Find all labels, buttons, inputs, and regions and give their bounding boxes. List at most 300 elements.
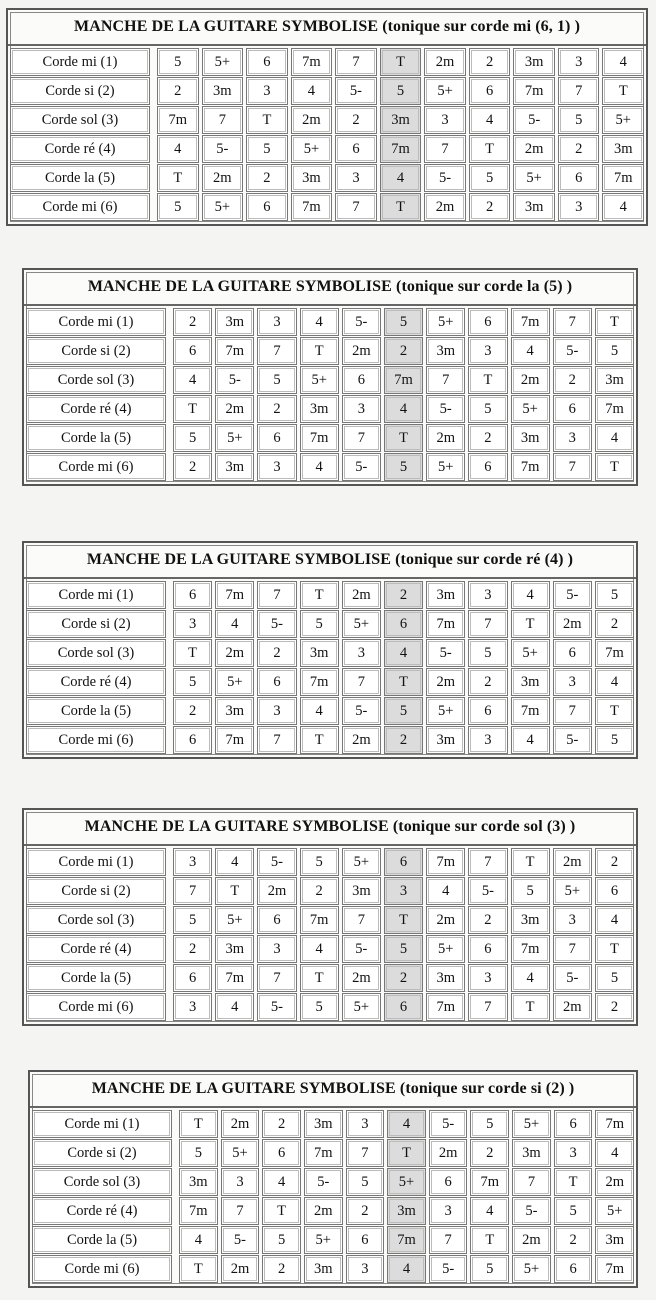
interval-cell: 5- bbox=[342, 453, 381, 481]
interval-cell: 5+ bbox=[215, 424, 254, 452]
interval-cell: 5- bbox=[553, 726, 592, 754]
string-label: Corde sol (3) bbox=[32, 1168, 172, 1196]
string-label: Corde mi (6) bbox=[32, 1255, 172, 1283]
interval-cell: 7 bbox=[553, 453, 592, 481]
interval-cell: 5- bbox=[342, 308, 381, 336]
interval-cell: 6 bbox=[554, 1110, 593, 1138]
interval-cell: 3 bbox=[554, 1139, 593, 1167]
interval-cell: 7m bbox=[511, 308, 550, 336]
interval-cell: 2 bbox=[595, 610, 634, 638]
interval-cell: 4 bbox=[511, 581, 550, 609]
string-label: Corde mi (1) bbox=[26, 581, 166, 609]
interval-cell: 6 bbox=[173, 726, 212, 754]
interval-cell: 6 bbox=[262, 1139, 301, 1167]
interval-cell: 5- bbox=[221, 1226, 260, 1254]
string-label: Corde sol (3) bbox=[26, 366, 166, 394]
interval-cell: 5+ bbox=[342, 848, 381, 876]
interval-cell: 3m bbox=[595, 366, 634, 394]
interval-cell: 2 bbox=[384, 964, 423, 992]
string-label: Corde mi (1) bbox=[26, 308, 166, 336]
interval-cell: 2m bbox=[215, 639, 254, 667]
interval-cell: 3m bbox=[215, 935, 254, 963]
string-row bbox=[26, 697, 634, 725]
interval-cell: 2 bbox=[470, 1139, 509, 1167]
interval-cell: 7 bbox=[342, 424, 381, 452]
chart-title bbox=[8, 10, 646, 46]
interval-cell: 3 bbox=[221, 1168, 260, 1196]
interval-cell: 5 bbox=[554, 1197, 593, 1225]
interval-cell: 4 bbox=[380, 164, 422, 192]
string-row bbox=[10, 164, 644, 192]
interval-cell: 2 bbox=[257, 639, 296, 667]
interval-cell: 6 bbox=[429, 1168, 468, 1196]
interval-cell: 4 bbox=[300, 308, 339, 336]
interval-cell: 5 bbox=[595, 581, 634, 609]
interval-cell: 5+ bbox=[304, 1226, 343, 1254]
interval-cell: 7 bbox=[553, 308, 592, 336]
interval-cell: 5+ bbox=[291, 135, 333, 163]
interval-cell: 6 bbox=[384, 848, 423, 876]
interval-cell: 5 bbox=[157, 193, 199, 221]
string-row bbox=[26, 993, 634, 1021]
interval-cell: 7 bbox=[426, 366, 465, 394]
string-label: Corde la (5) bbox=[26, 697, 166, 725]
interval-cell: 4 bbox=[602, 193, 644, 221]
string-row bbox=[26, 395, 634, 423]
interval-cell: 7m bbox=[300, 424, 339, 452]
interval-cell: 6 bbox=[246, 193, 288, 221]
interval-cell: 4 bbox=[300, 697, 339, 725]
interval-cell: 7 bbox=[335, 48, 377, 76]
interval-cell: 5 bbox=[173, 906, 212, 934]
interval-cell: 2 bbox=[173, 697, 212, 725]
string-label: Corde ré (4) bbox=[26, 668, 166, 696]
chart-title-main: MANCHE DE LA GUITARE SYMBOLISE bbox=[74, 18, 379, 35]
interval-cell: T bbox=[511, 993, 550, 1021]
string-row bbox=[26, 848, 634, 876]
interval-cell: 3m bbox=[179, 1168, 218, 1196]
interval-cell: 2m bbox=[202, 164, 244, 192]
interval-cell: 3 bbox=[468, 726, 507, 754]
chart-title-sub: (tonique sur corde mi (6, 1) ) bbox=[382, 18, 580, 35]
interval-cell: 5 bbox=[157, 48, 199, 76]
interval-cell: 4 bbox=[384, 395, 423, 423]
interval-cell: 2m bbox=[215, 395, 254, 423]
interval-cell: 3m bbox=[215, 308, 254, 336]
interval-cell: 3 bbox=[246, 77, 288, 105]
interval-cell: 7m bbox=[511, 935, 550, 963]
interval-cell: 2 bbox=[469, 48, 511, 76]
interval-cell: 7m bbox=[157, 106, 199, 134]
interval-cell: 7m bbox=[380, 135, 422, 163]
interval-cell: 3m bbox=[300, 395, 339, 423]
interval-cell: 3 bbox=[429, 1197, 468, 1225]
interval-cell: T bbox=[262, 1197, 301, 1225]
interval-cell: 3m bbox=[426, 337, 465, 365]
interval-cell: 5 bbox=[468, 395, 507, 423]
interval-cell: 3m bbox=[202, 77, 244, 105]
interval-cell: T bbox=[215, 877, 254, 905]
interval-cell: 7m bbox=[426, 610, 465, 638]
interval-cell: 3 bbox=[346, 1255, 385, 1283]
interval-cell: 6 bbox=[257, 906, 296, 934]
interval-cell: 5 bbox=[384, 453, 423, 481]
interval-cell: 3 bbox=[257, 453, 296, 481]
interval-cell: 7 bbox=[468, 610, 507, 638]
interval-cell: 2m bbox=[426, 668, 465, 696]
chart-title-main: MANCHE DE LA GUITARE SYMBOLISE bbox=[91, 1080, 396, 1097]
interval-cell: 5 bbox=[300, 848, 339, 876]
interval-cell: 4 bbox=[300, 935, 339, 963]
interval-cell: 2 bbox=[157, 77, 199, 105]
interval-cell: 5+ bbox=[511, 639, 550, 667]
interval-cell: 2 bbox=[246, 164, 288, 192]
chart-title-main: MANCHE DE LA GUITARE SYMBOLISE bbox=[84, 818, 389, 835]
interval-cell: 7m bbox=[291, 48, 333, 76]
string-label: Corde mi (6) bbox=[26, 993, 166, 1021]
interval-cell: 6 bbox=[554, 1255, 593, 1283]
interval-cell: 4 bbox=[511, 337, 550, 365]
interval-cell: 3 bbox=[342, 395, 381, 423]
interval-cell: 5+ bbox=[202, 193, 244, 221]
chart-title-main: MANCHE DE LA GUITARE SYMBOLISE bbox=[86, 551, 392, 568]
interval-cell: 7 bbox=[257, 581, 296, 609]
interval-cell: 7m bbox=[511, 697, 550, 725]
interval-cell: 7m bbox=[595, 1255, 634, 1283]
interval-cell: 3 bbox=[468, 964, 507, 992]
interval-cell: 5 bbox=[257, 366, 296, 394]
interval-cell: 5+ bbox=[424, 77, 466, 105]
interval-cell: T bbox=[384, 906, 423, 934]
interval-cell: 7m bbox=[387, 1226, 426, 1254]
string-row bbox=[26, 610, 634, 638]
interval-cell: 6 bbox=[257, 424, 296, 452]
interval-cell: 4 bbox=[426, 877, 465, 905]
string-label: Corde mi (1) bbox=[10, 48, 150, 76]
interval-cell: 5+ bbox=[342, 993, 381, 1021]
chart-title bbox=[24, 810, 636, 846]
interval-cell: 5+ bbox=[513, 164, 555, 192]
interval-cell: 3 bbox=[173, 993, 212, 1021]
interval-cell: 3 bbox=[553, 668, 592, 696]
interval-cell: 5+ bbox=[221, 1139, 260, 1167]
interval-cell: 7 bbox=[257, 964, 296, 992]
interval-cell: T bbox=[300, 581, 339, 609]
chart-title bbox=[24, 270, 636, 306]
interval-cell: 7 bbox=[558, 77, 600, 105]
string-label: Corde sol (3) bbox=[26, 639, 166, 667]
interval-cell: 2 bbox=[384, 337, 423, 365]
interval-cell: 6 bbox=[173, 337, 212, 365]
interval-cell: 2 bbox=[595, 848, 634, 876]
interval-cell: 2m bbox=[553, 610, 592, 638]
interval-cell: 3m bbox=[215, 453, 254, 481]
interval-cell: T bbox=[470, 1226, 509, 1254]
interval-cell: 5+ bbox=[426, 308, 465, 336]
interval-cell: 7 bbox=[512, 1168, 551, 1196]
interval-cell: 5+ bbox=[511, 395, 550, 423]
interval-cell: 2m bbox=[426, 906, 465, 934]
interval-cell: 5+ bbox=[426, 697, 465, 725]
chart-grid bbox=[24, 579, 636, 757]
interval-cell: 3 bbox=[257, 308, 296, 336]
interval-cell: T bbox=[602, 77, 644, 105]
interval-cell: 5- bbox=[429, 1255, 468, 1283]
interval-cell: 2 bbox=[257, 395, 296, 423]
interval-cell: T bbox=[595, 308, 634, 336]
interval-cell: 3m bbox=[215, 697, 254, 725]
string-label: Corde la (5) bbox=[26, 964, 166, 992]
string-label: Corde si (2) bbox=[26, 610, 166, 638]
interval-cell: 3 bbox=[553, 424, 592, 452]
interval-cell: 6 bbox=[384, 993, 423, 1021]
interval-cell: 5+ bbox=[602, 106, 644, 134]
interval-cell: 5 bbox=[179, 1139, 218, 1167]
interval-cell: 5- bbox=[426, 639, 465, 667]
interval-cell: 2 bbox=[173, 453, 212, 481]
interval-cell: 5 bbox=[511, 877, 550, 905]
chart-title-sub: (tonique sur corde ré (4) ) bbox=[395, 551, 574, 568]
interval-cell: 5 bbox=[384, 935, 423, 963]
interval-cell: 3 bbox=[384, 877, 423, 905]
interval-cell: 4 bbox=[469, 106, 511, 134]
interval-cell: 7m bbox=[300, 668, 339, 696]
string-row bbox=[32, 1226, 634, 1254]
interval-cell: 2 bbox=[468, 424, 507, 452]
interval-cell: 7 bbox=[335, 193, 377, 221]
interval-cell: 7 bbox=[257, 726, 296, 754]
interval-cell: 5 bbox=[173, 424, 212, 452]
interval-cell: 7 bbox=[424, 135, 466, 163]
string-label: Corde la (5) bbox=[10, 164, 150, 192]
string-row bbox=[10, 135, 644, 163]
interval-cell: 7 bbox=[468, 848, 507, 876]
interval-cell: 5+ bbox=[215, 906, 254, 934]
interval-cell: 2m bbox=[342, 581, 381, 609]
interval-cell: 7m bbox=[304, 1139, 343, 1167]
string-label: Corde la (5) bbox=[32, 1226, 172, 1254]
interval-cell: 5- bbox=[553, 964, 592, 992]
chart-title-sub: (tonique sur corde sol (3) ) bbox=[392, 818, 576, 835]
interval-cell: 2m bbox=[257, 877, 296, 905]
interval-cell: T bbox=[300, 726, 339, 754]
chart-grid bbox=[8, 46, 646, 224]
interval-cell: 5 bbox=[470, 1255, 509, 1283]
chart-grid bbox=[24, 306, 636, 484]
interval-cell: T bbox=[300, 964, 339, 992]
string-row bbox=[26, 906, 634, 934]
string-row bbox=[26, 366, 634, 394]
interval-cell: 5- bbox=[468, 877, 507, 905]
interval-cell: 5+ bbox=[595, 1197, 634, 1225]
chart-title bbox=[24, 543, 636, 579]
interval-cell: T bbox=[300, 337, 339, 365]
interval-cell: 5 bbox=[468, 639, 507, 667]
interval-cell: 4 bbox=[470, 1197, 509, 1225]
interval-cell: 6 bbox=[553, 639, 592, 667]
interval-cell: 3 bbox=[553, 906, 592, 934]
interval-cell: 5 bbox=[469, 164, 511, 192]
interval-cell: 5 bbox=[246, 135, 288, 163]
string-label: Corde ré (4) bbox=[10, 135, 150, 163]
interval-cell: 3 bbox=[257, 935, 296, 963]
interval-cell: 2 bbox=[595, 993, 634, 1021]
interval-cell: 4 bbox=[300, 453, 339, 481]
interval-cell: 5+ bbox=[342, 610, 381, 638]
interval-cell: 7m bbox=[426, 993, 465, 1021]
interval-cell: 5 bbox=[470, 1110, 509, 1138]
interval-cell: 4 bbox=[215, 848, 254, 876]
interval-cell: 4 bbox=[262, 1168, 301, 1196]
interval-cell: 7 bbox=[221, 1197, 260, 1225]
interval-cell: 7 bbox=[342, 906, 381, 934]
interval-cell: 2m bbox=[342, 337, 381, 365]
chart-title bbox=[30, 1072, 636, 1108]
interval-cell: 5- bbox=[513, 106, 555, 134]
interval-cell: 5- bbox=[429, 1110, 468, 1138]
interval-cell: T bbox=[384, 668, 423, 696]
interval-cell: T bbox=[595, 697, 634, 725]
chart-grid bbox=[24, 846, 636, 1024]
interval-cell: 2 bbox=[558, 135, 600, 163]
interval-cell: T bbox=[380, 48, 422, 76]
interval-cell: 5 bbox=[300, 610, 339, 638]
interval-cell: 3m bbox=[512, 1139, 551, 1167]
interval-cell: 4 bbox=[157, 135, 199, 163]
interval-cell: 3 bbox=[346, 1110, 385, 1138]
string-row bbox=[26, 337, 634, 365]
interval-cell: 3m bbox=[380, 106, 422, 134]
interval-cell: 2m bbox=[221, 1255, 260, 1283]
interval-cell: 3 bbox=[468, 581, 507, 609]
interval-cell: 2 bbox=[262, 1110, 301, 1138]
interval-cell: 2 bbox=[300, 877, 339, 905]
interval-cell: 5 bbox=[300, 993, 339, 1021]
interval-cell: 7 bbox=[173, 877, 212, 905]
interval-cell: 3 bbox=[342, 639, 381, 667]
interval-cell: 5- bbox=[342, 697, 381, 725]
interval-cell: 2 bbox=[335, 106, 377, 134]
interval-cell: 7m bbox=[215, 581, 254, 609]
interval-cell: 2 bbox=[173, 935, 212, 963]
interval-cell: 3m bbox=[426, 581, 465, 609]
string-row bbox=[10, 48, 644, 76]
interval-cell: 2 bbox=[384, 726, 423, 754]
interval-cell: T bbox=[380, 193, 422, 221]
string-label: Corde ré (4) bbox=[26, 395, 166, 423]
interval-cell: 6 bbox=[468, 935, 507, 963]
interval-cell: 2 bbox=[469, 193, 511, 221]
chart-title-sub: (tonique sur corde la (5) ) bbox=[396, 278, 573, 295]
fretboard-chart-5 bbox=[28, 1070, 638, 1288]
interval-cell: T bbox=[595, 935, 634, 963]
interval-cell: 5- bbox=[426, 395, 465, 423]
interval-cell: 5- bbox=[512, 1197, 551, 1225]
interval-cell: 2m bbox=[429, 1139, 468, 1167]
interval-cell: 5 bbox=[346, 1168, 385, 1196]
chart-title-sub: (tonique sur corde si (2) ) bbox=[399, 1080, 575, 1097]
interval-cell: 2 bbox=[468, 668, 507, 696]
fretboard-chart-1 bbox=[6, 8, 648, 226]
string-row bbox=[26, 308, 634, 336]
string-row bbox=[10, 77, 644, 105]
interval-cell: 7 bbox=[429, 1226, 468, 1254]
interval-cell: 4 bbox=[595, 906, 634, 934]
interval-cell: 7m bbox=[595, 1110, 634, 1138]
interval-cell: 4 bbox=[387, 1255, 426, 1283]
interval-cell: 2 bbox=[262, 1255, 301, 1283]
interval-cell: T bbox=[246, 106, 288, 134]
interval-cell: 5 bbox=[262, 1226, 301, 1254]
interval-cell: 2m bbox=[512, 1226, 551, 1254]
interval-cell: 7m bbox=[215, 337, 254, 365]
interval-cell: 4 bbox=[511, 964, 550, 992]
interval-cell: 5- bbox=[553, 337, 592, 365]
interval-cell: 4 bbox=[595, 424, 634, 452]
interval-cell: 7 bbox=[257, 337, 296, 365]
string-row bbox=[26, 639, 634, 667]
interval-cell: T bbox=[468, 366, 507, 394]
interval-cell: 5+ bbox=[426, 935, 465, 963]
interval-cell: 3m bbox=[304, 1110, 343, 1138]
interval-cell: 2m bbox=[553, 848, 592, 876]
interval-cell: 3m bbox=[602, 135, 644, 163]
string-label: Corde mi (6) bbox=[10, 193, 150, 221]
interval-cell: 3 bbox=[173, 848, 212, 876]
interval-cell: 7m bbox=[384, 366, 423, 394]
interval-cell: 5 bbox=[595, 337, 634, 365]
interval-cell: 2 bbox=[173, 308, 212, 336]
interval-cell: 3 bbox=[558, 48, 600, 76]
interval-cell: 3m bbox=[291, 164, 333, 192]
interval-cell: 5- bbox=[553, 581, 592, 609]
interval-cell: 7m bbox=[215, 964, 254, 992]
interval-cell: 5- bbox=[342, 935, 381, 963]
interval-cell: 4 bbox=[602, 48, 644, 76]
interval-cell: 7m bbox=[595, 395, 634, 423]
interval-cell: 7 bbox=[553, 697, 592, 725]
interval-cell: 2 bbox=[346, 1197, 385, 1225]
interval-cell: 5- bbox=[202, 135, 244, 163]
string-row bbox=[26, 964, 634, 992]
string-label: Corde sol (3) bbox=[26, 906, 166, 934]
interval-cell: 6 bbox=[553, 395, 592, 423]
string-label: Corde sol (3) bbox=[10, 106, 150, 134]
interval-cell: 2m bbox=[553, 993, 592, 1021]
interval-cell: 3m bbox=[513, 48, 555, 76]
interval-cell: 3m bbox=[595, 1226, 634, 1254]
interval-cell: 5+ bbox=[300, 366, 339, 394]
interval-cell: 3m bbox=[426, 726, 465, 754]
interval-cell: 5+ bbox=[553, 877, 592, 905]
string-row bbox=[10, 106, 644, 134]
interval-cell: 3m bbox=[511, 424, 550, 452]
interval-cell: 7m bbox=[426, 848, 465, 876]
interval-cell: 3 bbox=[558, 193, 600, 221]
interval-cell: 2m bbox=[424, 48, 466, 76]
interval-cell: 5- bbox=[215, 366, 254, 394]
interval-cell: 3m bbox=[511, 906, 550, 934]
interval-cell: 2 bbox=[384, 581, 423, 609]
interval-cell: 3 bbox=[335, 164, 377, 192]
interval-cell: 3 bbox=[257, 697, 296, 725]
interval-cell: 2m bbox=[424, 193, 466, 221]
interval-cell: T bbox=[554, 1168, 593, 1196]
interval-cell: 3m bbox=[513, 193, 555, 221]
interval-cell: 7 bbox=[468, 993, 507, 1021]
interval-cell: 5 bbox=[595, 726, 634, 754]
string-row bbox=[26, 726, 634, 754]
